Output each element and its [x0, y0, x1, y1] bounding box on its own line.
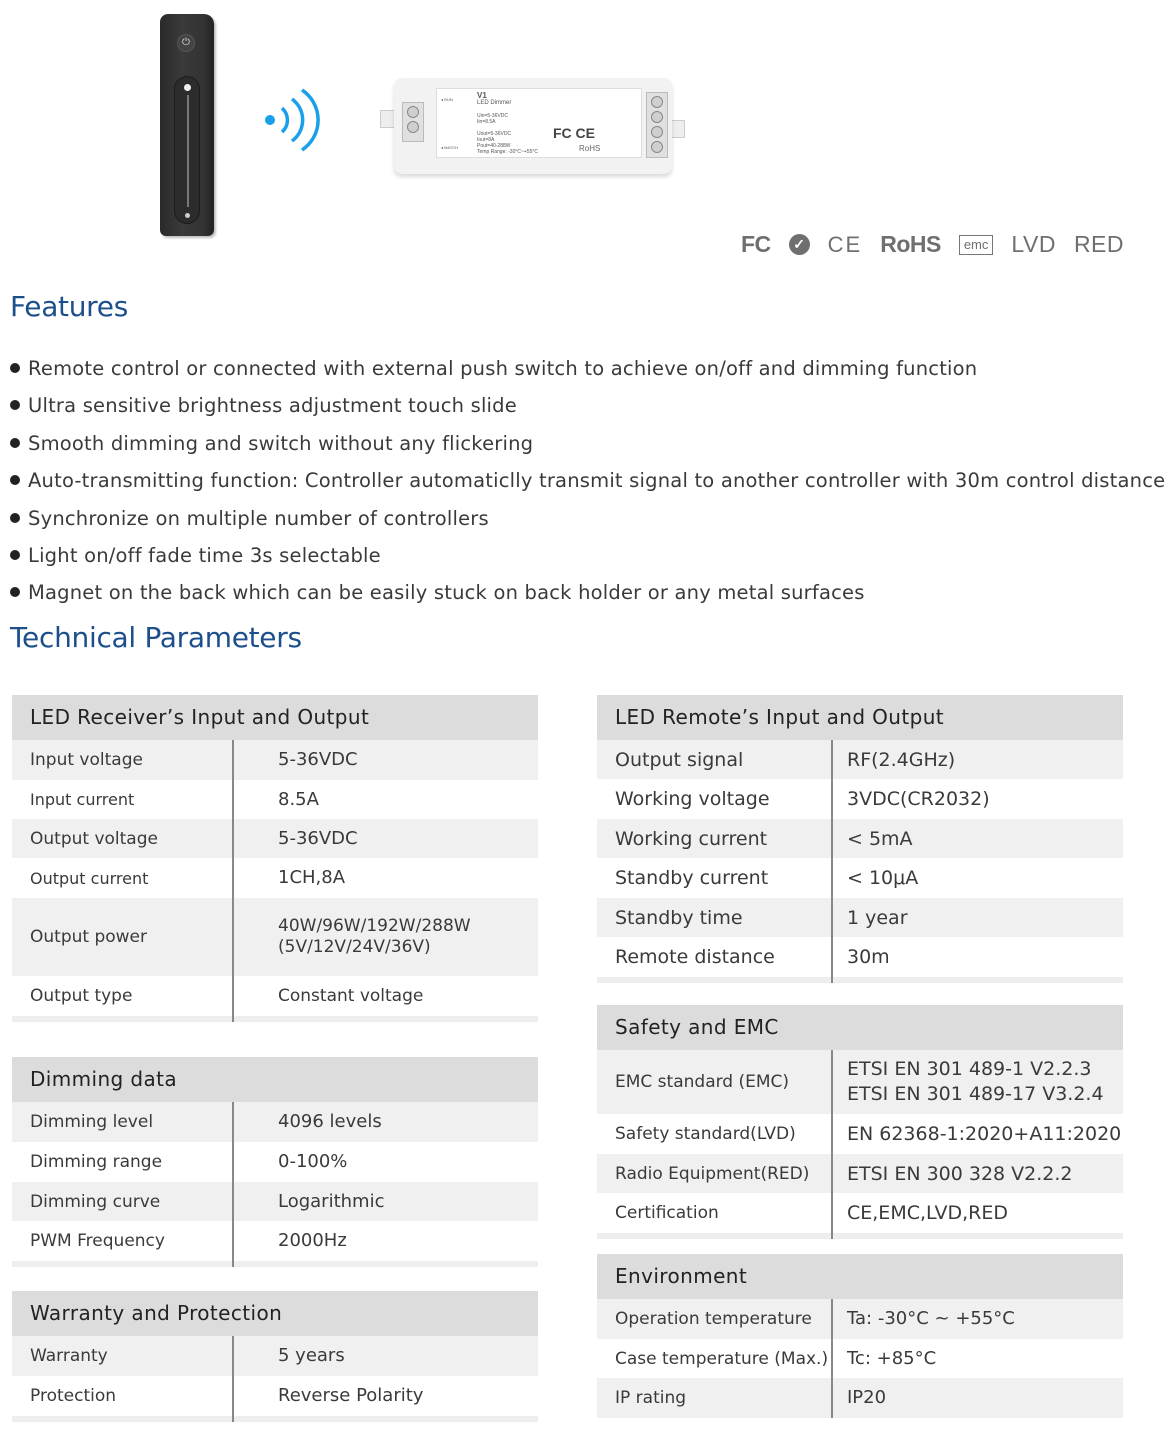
param-value: CE,EMC,LVD,RED: [831, 1193, 1123, 1233]
feature-text: Magnet on the back which can be easily stuck on back holder or any metal surfaces: [28, 581, 865, 605]
table-row: [597, 740, 1123, 779]
bullet-icon: [10, 438, 20, 448]
param-value: Logarithmic: [232, 1182, 538, 1221]
table-footer: [12, 1261, 538, 1267]
table-row: [12, 1221, 538, 1261]
param-value: Tc: +85°C: [831, 1339, 1123, 1378]
param-name: PWM Frequency: [30, 1231, 165, 1251]
table-row: [12, 976, 538, 1016]
param-name: Input current: [30, 790, 135, 809]
output-terminal: [646, 92, 668, 158]
param-name: Output signal: [615, 748, 744, 771]
table-row: [597, 1114, 1123, 1154]
bullet-icon: [10, 363, 20, 373]
param-name: Safety standard(LVD): [615, 1124, 796, 1144]
param-value: 1CH,8A: [232, 858, 538, 898]
feature-item: [10, 574, 1165, 611]
table-row: [12, 858, 538, 898]
ce-logo-icon: CE: [827, 231, 863, 257]
param-name: Radio Equipment(RED): [615, 1163, 810, 1184]
table-row: [12, 780, 538, 819]
table-footer: [12, 1416, 538, 1422]
controller-model: V1: [477, 91, 487, 100]
table-footer: [12, 1016, 538, 1022]
slider-track: [187, 95, 189, 207]
table-row: [597, 858, 1123, 898]
param-value: EN 62368-1:2020+A11:2020: [831, 1114, 1123, 1154]
controller-name: LED Dimmer: [477, 100, 512, 106]
table-footer: [597, 977, 1123, 983]
certification-logos: [741, 231, 1124, 258]
power-icon: ⏻: [177, 34, 195, 52]
param-name: Working current: [615, 827, 768, 850]
features-heading: Features: [10, 290, 128, 323]
param-name: Output voltage: [30, 828, 158, 849]
param-name: Input voltage: [30, 750, 143, 770]
param-name: Remote distance: [615, 946, 775, 968]
input-terminal: [402, 102, 424, 142]
param-name: Dimming curve: [30, 1191, 161, 1212]
rcm-logo-icon: ✓: [789, 234, 810, 255]
param-value: ETSI EN 300 328 V2.2.2: [831, 1154, 1123, 1193]
features-list: [10, 350, 1165, 612]
remote-io-table: [597, 695, 1123, 983]
receiver-io-table: [12, 695, 538, 1022]
param-value: 30m: [831, 937, 1123, 977]
param-name: Dimming range: [30, 1152, 163, 1172]
rohs-mark: RoHS: [579, 144, 601, 153]
table-row: [12, 1376, 538, 1416]
table-row: [597, 1339, 1123, 1378]
param-name: Output type: [30, 986, 133, 1006]
param-name: Case temperature (Max.): [615, 1348, 829, 1369]
feature-text: Remote control or connected with external push switch to achieve on/off and dimming function: [28, 357, 978, 380]
fcc-logo-icon: FC: [740, 231, 771, 257]
emc-logo-icon: emc: [959, 235, 994, 255]
feature-text: Light on/off fade time 3s selectable: [28, 544, 381, 568]
fc-ce-mark: FC CE: [553, 125, 595, 141]
table-row: [597, 1154, 1123, 1193]
feature-text: Smooth dimming and switch without any flickering: [28, 431, 534, 455]
table-row: [597, 937, 1123, 977]
match-indicator: ◂ MATCH: [441, 145, 459, 150]
param-name: IP rating: [615, 1388, 687, 1408]
param-name: Working voltage: [615, 788, 770, 810]
bullet-icon: [10, 550, 20, 560]
table-row: [597, 898, 1123, 937]
param-value: IP20: [831, 1378, 1123, 1418]
table-row: [597, 1050, 1123, 1114]
table-row: [12, 819, 538, 858]
technical-parameters-heading: Technical Parameters: [10, 621, 302, 654]
param-name: Standby current: [615, 867, 769, 889]
table-row: [597, 819, 1123, 858]
param-name: Output power: [30, 927, 147, 947]
param-name: Output current: [30, 868, 149, 888]
controller-input-spec: Uin=5-36VDC Iin=8.5A: [477, 113, 508, 125]
param-name: Warranty: [30, 1346, 108, 1366]
feature-item: [10, 350, 1165, 387]
table-row: [12, 898, 538, 976]
table-header: LED Receiver’s Input and Output: [12, 695, 538, 740]
param-value: 5-36VDC: [232, 819, 538, 858]
param-value: 5-36VDC: [232, 740, 538, 780]
param-value: 5 years: [232, 1336, 538, 1376]
table-row: [597, 779, 1123, 819]
feature-text: Synchronize on multiple number of controllers: [28, 506, 489, 530]
table-header: Environment: [597, 1254, 1123, 1299]
remote-control-image: [160, 14, 214, 236]
param-value-line: ETSI EN 301 489-17 V3.2.4: [847, 1083, 1104, 1105]
param-name: Standby time: [615, 906, 743, 929]
param-value-line: (5V/12V/24V/36V): [278, 937, 431, 957]
param-value: [232, 898, 538, 976]
param-name: Certification: [615, 1203, 719, 1223]
table-row: [597, 1378, 1123, 1418]
param-value: Constant voltage: [232, 976, 538, 1016]
slider-top-dot: [184, 84, 191, 91]
table-header: Warranty and Protection: [12, 1291, 538, 1336]
bullet-icon: [10, 587, 20, 597]
param-name: Operation temperature: [615, 1309, 812, 1329]
param-value: Reverse Polarity: [232, 1376, 538, 1416]
feature-item: [10, 462, 1165, 499]
warranty-protection-table: [12, 1291, 538, 1422]
table-footer: [597, 1233, 1123, 1239]
table-header: Dimming data: [12, 1057, 538, 1102]
table-row: [12, 740, 538, 780]
param-value: 8.5A: [232, 780, 538, 819]
table-row: [12, 1142, 538, 1182]
rohs-logo-icon: RoHS: [880, 231, 941, 257]
environment-table: [597, 1254, 1123, 1418]
lvd-logo-icon: LVD: [1011, 231, 1056, 257]
table-header: LED Remote’s Input and Output: [597, 695, 1123, 740]
param-value: 3VDC(CR2032): [831, 779, 1123, 819]
controller-output-spec: Uout=5-36VDC Iout=8A Pout=40-288W Temp Range: -30°C~+55°C: [477, 131, 538, 155]
table-row: [12, 1102, 538, 1142]
bullet-icon: [10, 400, 20, 410]
feature-text: Auto-transmitting function: Controller automaticlly transmit signal to another controller with 30m control distance: [28, 469, 1166, 493]
param-value: 0-100%: [232, 1142, 538, 1182]
param-value-line: ETSI EN 301 489-1 V2.2.3: [847, 1058, 1092, 1080]
feature-text: Ultra sensitive brightness adjustment touch slide: [28, 394, 517, 418]
controller-label: [436, 88, 642, 158]
feature-item: [10, 537, 1165, 574]
bullet-icon: [10, 475, 20, 485]
param-value: [831, 1050, 1123, 1114]
run-indicator: ◂ RUN: [441, 97, 453, 102]
dimming-data-table: [12, 1057, 538, 1267]
table-row: [597, 1299, 1123, 1339]
param-name: EMC standard (EMC): [615, 1072, 790, 1092]
param-value: 2000Hz: [232, 1221, 538, 1261]
param-name: Dimming level: [30, 1112, 154, 1132]
param-value-line: 40W/96W/192W/288W: [278, 916, 471, 936]
red-logo-icon: RED: [1073, 231, 1124, 257]
param-value: < 5mA: [831, 819, 1123, 858]
table-row: [12, 1182, 538, 1221]
feature-item: [10, 425, 1165, 462]
slider-bottom-dot: [185, 213, 190, 218]
touch-slider: [174, 76, 200, 224]
signal-wave-1: [282, 108, 287, 132]
param-value: Ta: -30°C ~ +55°C: [831, 1299, 1123, 1339]
param-value: 4096 levels: [232, 1102, 538, 1142]
param-value: RF(2.4GHz): [831, 740, 1123, 779]
led-dimmer-controller-image: [380, 74, 685, 180]
feature-item: [10, 387, 1165, 424]
safety-emc-table: [597, 1005, 1123, 1239]
param-value: 1 year: [831, 898, 1123, 937]
signal-wave-2: [292, 99, 303, 141]
feature-item: [10, 500, 1165, 537]
table-header: Safety and EMC: [597, 1005, 1123, 1050]
table-row: [597, 1193, 1123, 1233]
wireless-signal-icon: [262, 88, 322, 152]
param-name: Protection: [30, 1386, 117, 1406]
signal-dot: [265, 115, 275, 125]
param-value: < 10μA: [831, 858, 1123, 898]
table-row: [12, 1336, 538, 1376]
bullet-icon: [10, 513, 20, 523]
controller-body: [394, 78, 672, 174]
